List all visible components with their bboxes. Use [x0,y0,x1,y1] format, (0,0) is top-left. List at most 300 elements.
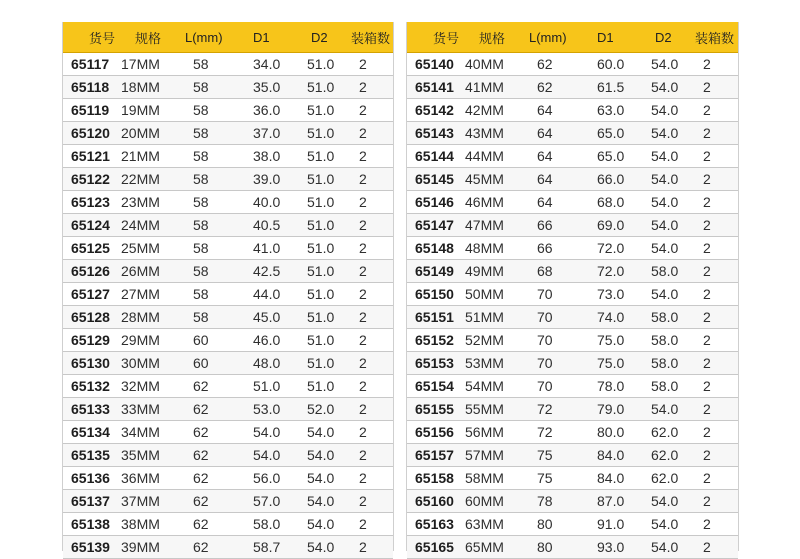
length-cell: 62 [193,516,209,532]
table-row [63,536,393,559]
d1-cell: 44.0 [253,286,281,302]
table-row [407,306,738,329]
pack-qty-cell: 2 [359,539,367,555]
spec-cell: 45MM [465,171,504,187]
length-cell: 58 [193,56,209,72]
d2-cell: 51.0 [307,125,335,141]
spec-cell: 39MM [121,539,160,555]
code-cell: 65158 [415,470,454,486]
d1-cell: 56.0 [253,470,281,486]
code-cell: 65126 [71,263,110,279]
pack-qty-cell: 2 [359,217,367,233]
table-row [407,375,738,398]
pack-qty-cell: 2 [703,378,711,394]
pack-qty-cell: 2 [703,79,711,95]
d2-cell: 51.0 [307,56,335,72]
pack-qty-cell: 2 [703,148,711,164]
spec-cell: 43MM [465,125,504,141]
spec-cell: 42MM [465,102,504,118]
d2-cell: 54.0 [651,217,679,233]
header-d1: D1 [597,29,614,45]
code-cell: 65147 [415,217,454,233]
spec-cell: 35MM [121,447,160,463]
spec-cell: 49MM [465,263,504,279]
length-cell: 66 [537,217,553,233]
table-row [63,306,393,329]
d1-cell: 63.0 [597,102,625,118]
spec-cell: 40MM [465,56,504,72]
d1-cell: 84.0 [597,447,625,463]
spec-cell: 41MM [465,79,504,95]
length-cell: 70 [537,309,553,325]
d1-cell: 80.0 [597,424,625,440]
d2-cell: 62.0 [651,447,679,463]
spec-cell: 20MM [121,125,160,141]
d2-cell: 51.0 [307,171,335,187]
length-cell: 66 [537,240,553,256]
code-cell: 65144 [415,148,454,164]
length-cell: 64 [537,194,553,210]
spec-cell: 23MM [121,194,160,210]
d2-cell: 52.0 [307,401,335,417]
header-length: L(mm) [529,29,567,45]
header-spec: 规格 [479,30,506,46]
d1-cell: 74.0 [597,309,625,325]
table-row [407,283,738,306]
spec-cell: 50MM [465,286,504,302]
code-cell: 65118 [71,79,110,95]
d2-cell: 62.0 [651,470,679,486]
length-cell: 64 [537,171,553,187]
d1-cell: 72.0 [597,263,625,279]
code-cell: 65121 [71,148,110,164]
spec-cell: 19MM [121,102,160,118]
length-cell: 64 [537,148,553,164]
length-cell: 58 [193,171,209,187]
d1-cell: 68.0 [597,194,625,210]
pack-qty-cell: 2 [359,240,367,256]
d1-cell: 58.7 [253,539,281,555]
length-cell: 58 [193,102,209,118]
pack-qty-cell: 2 [703,56,711,72]
code-cell: 65134 [71,424,110,440]
length-cell: 70 [537,355,553,371]
spec-cell: 38MM [121,516,160,532]
d2-cell: 51.0 [307,102,335,118]
length-cell: 62 [537,56,553,72]
code-cell: 65117 [71,56,110,72]
code-cell: 65152 [415,332,454,348]
length-cell: 62 [193,493,209,509]
spec-cell: 25MM [121,240,160,256]
d1-cell: 34.0 [253,56,281,72]
pack-qty-cell: 2 [703,332,711,348]
length-cell: 62 [193,470,209,486]
pack-qty-cell: 2 [359,493,367,509]
d2-cell: 51.0 [307,378,335,394]
code-cell: 65119 [71,102,110,118]
length-cell: 58 [193,240,209,256]
pack-qty-cell: 2 [703,401,711,417]
d1-cell: 84.0 [597,470,625,486]
table-body [63,53,393,559]
d1-cell: 78.0 [597,378,625,394]
length-cell: 72 [537,424,553,440]
d2-cell: 58.0 [651,332,679,348]
length-cell: 58 [193,79,209,95]
d1-cell: 73.0 [597,286,625,302]
length-cell: 58 [193,148,209,164]
d2-cell: 51.0 [307,286,335,302]
table-row [63,191,393,214]
d1-cell: 60.0 [597,56,625,72]
table-row [63,99,393,122]
length-cell: 60 [193,355,209,371]
d2-cell: 54.0 [651,171,679,187]
d1-cell: 61.5 [597,79,625,95]
pack-qty-cell: 2 [359,355,367,371]
spec-cell: 21MM [121,148,160,164]
d1-cell: 38.0 [253,148,281,164]
code-cell: 65143 [415,125,454,141]
length-cell: 58 [193,286,209,302]
spec-cell: 63MM [465,516,504,532]
spec-cell: 53MM [465,355,504,371]
code-cell: 65146 [415,194,454,210]
length-cell: 75 [537,470,553,486]
table-row [407,260,738,283]
pack-qty-cell: 2 [703,355,711,371]
code-cell: 65154 [415,378,454,394]
pack-qty-cell: 2 [359,424,367,440]
d1-cell: 79.0 [597,401,625,417]
d2-cell: 58.0 [651,378,679,394]
length-cell: 80 [537,539,553,555]
pack-qty-cell: 2 [359,56,367,72]
d1-cell: 72.0 [597,240,625,256]
code-cell: 65135 [71,447,110,463]
d2-cell: 54.0 [651,125,679,141]
spec-cell: 65MM [465,539,504,555]
d2-cell: 54.0 [651,516,679,532]
length-cell: 62 [193,447,209,463]
table-row [63,421,393,444]
header-d2: D2 [655,29,672,45]
d2-cell: 54.0 [651,102,679,118]
d1-cell: 46.0 [253,332,281,348]
code-cell: 65149 [415,263,454,279]
code-cell: 65155 [415,401,454,417]
table-row [63,53,393,76]
spec-cell: 18MM [121,79,160,95]
table-row [407,99,738,122]
code-cell: 65128 [71,309,110,325]
table-row [407,444,738,467]
table-row [63,122,393,145]
d2-cell: 58.0 [651,309,679,325]
pack-qty-cell: 2 [703,171,711,187]
header-d1: D1 [253,29,270,45]
code-cell: 65150 [415,286,454,302]
length-cell: 75 [537,447,553,463]
length-cell: 70 [537,378,553,394]
spec-cell: 36MM [121,470,160,486]
spec-cell: 22MM [121,171,160,187]
table-row [63,145,393,168]
code-cell: 65125 [71,240,110,256]
d2-cell: 54.0 [651,148,679,164]
length-cell: 64 [537,125,553,141]
table-row [407,191,738,214]
spec-cell: 29MM [121,332,160,348]
pack-qty-cell: 2 [359,447,367,463]
code-cell: 65153 [415,355,454,371]
code-cell: 65142 [415,102,454,118]
d1-cell: 65.0 [597,125,625,141]
table-row [63,467,393,490]
d1-cell: 51.0 [253,378,281,394]
table-row [407,214,738,237]
table-row [63,168,393,191]
length-cell: 62 [193,378,209,394]
spec-cell: 54MM [465,378,504,394]
code-cell: 65138 [71,516,110,532]
pack-qty-cell: 2 [359,79,367,95]
d1-cell: 75.0 [597,355,625,371]
d2-cell: 54.0 [651,194,679,210]
table-row [407,352,738,375]
d2-cell: 54.0 [307,516,335,532]
d1-cell: 48.0 [253,355,281,371]
code-cell: 65129 [71,332,110,348]
code-cell: 65124 [71,217,110,233]
header-spec: 规格 [135,30,162,46]
table-row [407,122,738,145]
d2-cell: 51.0 [307,309,335,325]
code-cell: 65157 [415,447,454,463]
code-cell: 65145 [415,171,454,187]
table-row [63,260,393,283]
table-row [63,214,393,237]
pack-qty-cell: 2 [703,309,711,325]
d1-cell: 75.0 [597,332,625,348]
header-code: 货号 [89,30,116,46]
header-d2: D2 [311,29,328,45]
d1-cell: 39.0 [253,171,281,187]
pack-qty-cell: 2 [359,378,367,394]
code-cell: 65151 [415,309,454,325]
spec-cell: 34MM [121,424,160,440]
spec-cell: 60MM [465,493,504,509]
table-row [407,467,738,490]
d1-cell: 53.0 [253,401,281,417]
table-row [407,76,738,99]
table-row [63,444,393,467]
d2-cell: 54.0 [651,56,679,72]
table-row [63,375,393,398]
code-cell: 65127 [71,286,110,302]
code-cell: 65140 [415,56,454,72]
spec-cell: 30MM [121,355,160,371]
length-cell: 70 [537,332,553,348]
d2-cell: 51.0 [307,79,335,95]
table-row [63,398,393,421]
length-cell: 58 [193,194,209,210]
header-code: 货号 [433,30,460,46]
table-header [63,22,393,53]
length-cell: 72 [537,401,553,417]
d2-cell: 51.0 [307,355,335,371]
spec-cell: 17MM [121,56,160,72]
d1-cell: 58.0 [253,516,281,532]
spec-cell: 48MM [465,240,504,256]
pack-qty-cell: 2 [703,286,711,302]
d1-cell: 66.0 [597,171,625,187]
pack-qty-cell: 2 [359,125,367,141]
d2-cell: 54.0 [307,539,335,555]
pack-qty-cell: 2 [703,447,711,463]
length-cell: 80 [537,516,553,532]
spec-cell: 46MM [465,194,504,210]
d1-cell: 57.0 [253,493,281,509]
table-row [407,490,738,513]
code-cell: 65148 [415,240,454,256]
table-row [407,145,738,168]
top-band [0,0,800,22]
d2-cell: 51.0 [307,332,335,348]
code-cell: 65133 [71,401,110,417]
pack-qty-cell: 2 [703,240,711,256]
pack-qty-cell: 2 [359,263,367,279]
length-cell: 58 [193,309,209,325]
pack-qty-cell: 2 [359,332,367,348]
table-row [63,329,393,352]
table-header [407,22,738,53]
length-cell: 70 [537,286,553,302]
length-cell: 62 [193,401,209,417]
d1-cell: 69.0 [597,217,625,233]
d1-cell: 37.0 [253,125,281,141]
pack-qty-cell: 2 [359,470,367,486]
d1-cell: 54.0 [253,424,281,440]
d2-cell: 54.0 [651,286,679,302]
d2-cell: 62.0 [651,424,679,440]
pack-qty-cell: 2 [359,401,367,417]
code-cell: 65139 [71,539,110,555]
pack-qty-cell: 2 [359,516,367,532]
length-cell: 60 [193,332,209,348]
spec-cell: 24MM [121,217,160,233]
table-row [407,53,738,76]
code-cell: 65120 [71,125,110,141]
d2-cell: 58.0 [651,355,679,371]
pack-qty-cell: 2 [359,102,367,118]
code-cell: 65123 [71,194,110,210]
spec-cell: 28MM [121,309,160,325]
length-cell: 62 [193,424,209,440]
table-row [63,76,393,99]
length-cell: 62 [537,79,553,95]
pack-qty-cell: 2 [359,148,367,164]
pack-qty-cell: 2 [703,194,711,210]
d1-cell: 40.0 [253,194,281,210]
table-row [407,536,738,559]
spec-cell: 32MM [121,378,160,394]
d1-cell: 40.5 [253,217,281,233]
d1-cell: 42.5 [253,263,281,279]
d2-cell: 54.0 [651,240,679,256]
table-row [407,398,738,421]
spec-cell: 26MM [121,263,160,279]
pack-qty-cell: 2 [703,424,711,440]
pack-qty-cell: 2 [703,516,711,532]
d2-cell: 51.0 [307,263,335,279]
spec-cell: 57MM [465,447,504,463]
code-cell: 65122 [71,171,110,187]
d2-cell: 54.0 [307,447,335,463]
d2-cell: 54.0 [307,424,335,440]
table-row [407,513,738,536]
header-pack-qty: 装箱数 [351,30,391,46]
pack-qty-cell: 2 [359,309,367,325]
d1-cell: 87.0 [597,493,625,509]
length-cell: 78 [537,493,553,509]
pack-qty-cell: 2 [359,171,367,187]
d2-cell: 51.0 [307,194,335,210]
code-cell: 65136 [71,470,110,486]
pack-qty-cell: 2 [703,125,711,141]
d2-cell: 54.0 [651,493,679,509]
pack-qty-cell: 2 [703,470,711,486]
table-body [407,53,738,559]
table-row [63,283,393,306]
spec-cell: 47MM [465,217,504,233]
d1-cell: 36.0 [253,102,281,118]
table-row [407,168,738,191]
table-row [407,237,738,260]
code-cell: 65163 [415,516,454,532]
pack-qty-cell: 2 [703,493,711,509]
spec-cell: 44MM [465,148,504,164]
d1-cell: 45.0 [253,309,281,325]
length-cell: 68 [537,263,553,279]
d2-cell: 54.0 [307,493,335,509]
code-cell: 65160 [415,493,454,509]
length-cell: 62 [193,539,209,555]
spec-cell: 33MM [121,401,160,417]
d2-cell: 54.0 [307,470,335,486]
table-row [63,513,393,536]
d1-cell: 65.0 [597,148,625,164]
length-cell: 58 [193,263,209,279]
length-cell: 64 [537,102,553,118]
d2-cell: 54.0 [651,401,679,417]
d1-cell: 54.0 [253,447,281,463]
d2-cell: 54.0 [651,79,679,95]
table-row [63,490,393,513]
header-length: L(mm) [185,29,223,45]
spec-table-left [62,22,394,555]
d2-cell: 51.0 [307,240,335,256]
code-cell: 65141 [415,79,454,95]
pack-qty-cell: 2 [703,539,711,555]
pack-qty-cell: 2 [359,286,367,302]
spec-cell: 27MM [121,286,160,302]
pack-qty-cell: 2 [359,194,367,210]
d1-cell: 35.0 [253,79,281,95]
d2-cell: 51.0 [307,217,335,233]
spec-cell: 56MM [465,424,504,440]
